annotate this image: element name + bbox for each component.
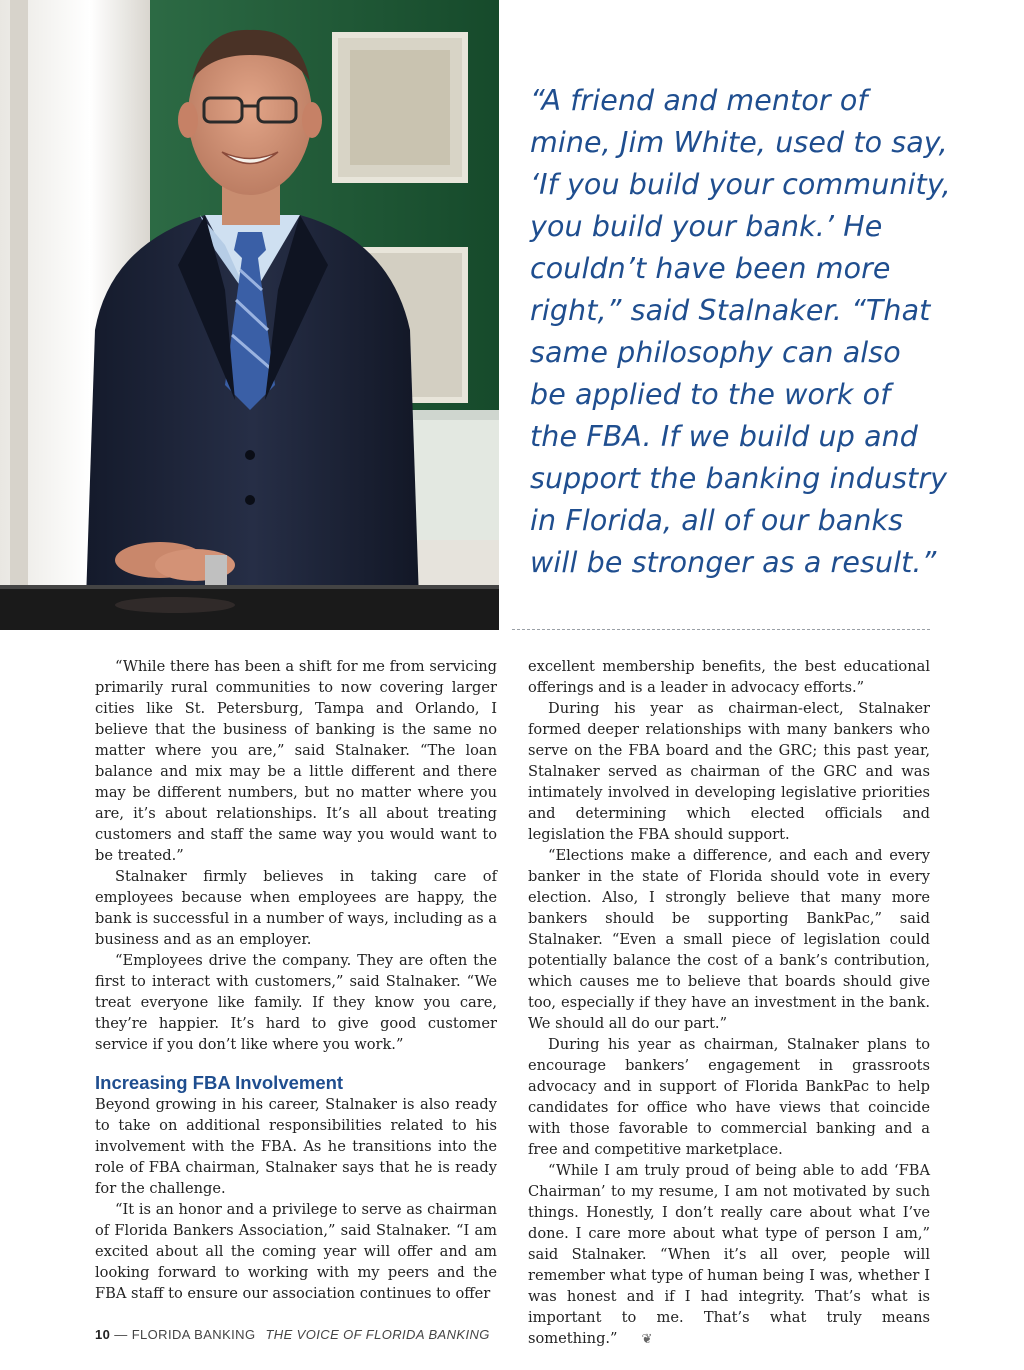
end-mark-icon: ❦ bbox=[641, 1332, 653, 1347]
pull-quote-line: right,” said Stalnaker. “That bbox=[530, 294, 931, 327]
footer-separator: — bbox=[114, 1327, 128, 1342]
section-heading: Increasing FBA Involvement bbox=[95, 1072, 344, 1093]
publication-name: FLORIDA BANKING bbox=[131, 1327, 256, 1342]
publication-tagline: THE VOICE OF FLORIDA BANKING bbox=[265, 1327, 490, 1342]
final-paragraph-text: “While I am truly proud of being able to add ‘FBA Chairman’ to my resume, I am not motivated by such things. Honestly, I don’t really care about what I’ve done. I care more about what type of person I am,” said Stalnaker. “When it’s all over, people will remember what type of human being I was, whether I was honest and if I had integrity. That’s what is important to me. That’s what truly means something.” bbox=[528, 1162, 930, 1347]
body-paragraph: Stalnaker firmly believes in taking care of employees because when employees are happy, the bank is successful in a number of ways, including as a business and as an employer. bbox=[95, 868, 497, 948]
body-paragraph: Beyond growing in his career, Stalnaker is also ready to take on additional responsibilities related to his involvement with the FBA. As he transitions into the role of FBA chairman, Stalnaker says that he is ready for the challenge. bbox=[95, 1096, 497, 1197]
left-column bbox=[95, 656, 497, 1304]
body-paragraph: During his year as chairman, Stalnaker plans to encourage bankers’ engagement in grassroots advocacy and in support of Florida BankPac to help candidates for office who have views that coincide with those favorable to commercial banking and a free and competitive marketplace. bbox=[528, 1036, 930, 1158]
pull-quote-line: support the banking industry bbox=[530, 462, 948, 495]
page-number: 10 bbox=[95, 1327, 111, 1342]
pull-quote-line: the FBA. If we build up and bbox=[530, 420, 918, 453]
body-paragraph-final bbox=[528, 1160, 930, 1350]
body-paragraph: “Employees drive the company. They are often the first to interact with customers,” said Stalnaker. “We treat everyone like family. If they know you care, they’re happier. It’s hard to give good customer service if you don’t like where you work.” bbox=[95, 952, 497, 1053]
portrait-photo bbox=[0, 0, 499, 630]
pull-quote-line: couldn’t have been more bbox=[530, 252, 891, 285]
body-paragraph: “It is an honor and a privilege to serve as chairman of Florida Bankers Association,” said Stalnaker. “I am excited about all the coming year will offer and am looking forward to working with my peers and the FBA staff to ensure our association continues to offer bbox=[95, 1201, 497, 1302]
pull-quote-line: in Florida, all of our banks bbox=[530, 504, 904, 537]
pull-quote bbox=[530, 80, 1010, 584]
body-paragraph-continued: excellent membership benefits, the best educational offerings and is a leader in advocacy efforts.” bbox=[528, 658, 930, 696]
pull-quote-line: will be stronger as a result.” bbox=[530, 546, 937, 579]
pull-quote-line: same philosophy can also bbox=[530, 336, 901, 369]
body-paragraph: During his year as chairman-elect, Stalnaker formed deeper relationships with many bankers who serve on the FBA board and the GRC; this past year, Stalnaker served as chairman of the GRC and was intimately involved in developing legislative priorities and determining which elected officials and legislation the FBA should support. bbox=[528, 700, 930, 843]
pull-quote-line: mine, Jim White, used to say, bbox=[530, 126, 948, 159]
right-column bbox=[528, 656, 930, 1350]
body-paragraph: “Elections make a difference, and each and every banker in the state of Florida should vote in every election. Also, I strongly believe that many more bankers should be supporting BankPac,” said Stalnaker. “Even a small piece of legislation could potentially balance the cost of a bank’s contribution, which causes me to believe that boards should give too, especially if they have an investment in the bank. We should all do our part.” bbox=[528, 847, 930, 1032]
pull-quote-line: ‘If you build your community, bbox=[530, 168, 951, 201]
body-paragraph: “While there has been a shift for me from servicing primarily rural communities to now covering larger cities like St. Petersburg, Tampa and Orlando, I believe that the business of banking is the same no matter where you are,” said Stalnaker. “The loan balance and mix may be a little different and there may be different numbers, but no matter where you are, it’s about relationships. It’s all about treating customers and staff the same way you would want to be treated.” bbox=[95, 658, 497, 864]
page-footer bbox=[95, 1327, 490, 1342]
pull-quote-line: you build your bank.’ He bbox=[530, 210, 883, 243]
pull-quote-line: be applied to the work of bbox=[530, 378, 891, 411]
pull-quote-line: “A friend and mentor of bbox=[530, 84, 868, 117]
section-divider bbox=[512, 629, 930, 630]
